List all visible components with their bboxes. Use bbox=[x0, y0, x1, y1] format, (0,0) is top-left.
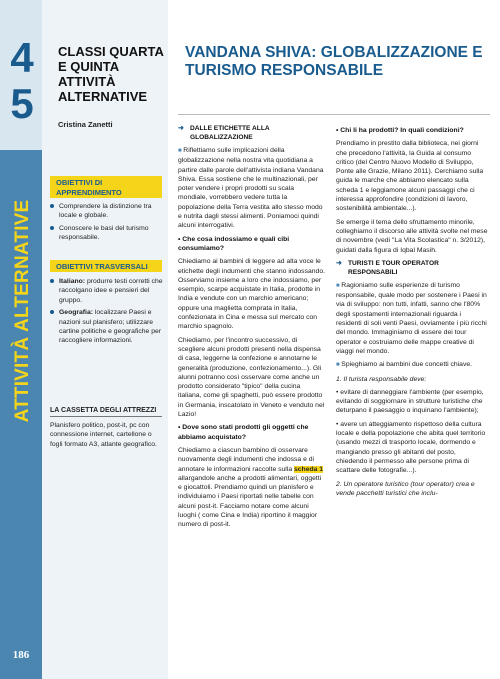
author-name: Cristina Zanetti bbox=[58, 120, 113, 129]
vertical-section-title bbox=[8, 176, 38, 446]
transversal-objectives-list bbox=[50, 277, 165, 349]
worksheet-highlight: scheda 1 bbox=[294, 465, 324, 473]
unit-title: CLASSI QUARTA E QUINTA ATTIVITÀ ALTERNATIVE bbox=[58, 44, 164, 104]
list-item: Comprendere la distinzione tra locale e globale. bbox=[50, 202, 165, 221]
page-number: 186 bbox=[12, 649, 30, 661]
section-heading-tourism: ➜ TURISTI E TOUR OPERATOR RESPONSABILI bbox=[336, 259, 488, 277]
title-divider bbox=[178, 114, 490, 115]
paragraph: Chiediamo ai bambini di leggere ad alta voce le etichette degli indumenti che stanno indossando. Osserviamo insieme a loro che indossiamo, per esempio, scarpe acquistate in Italia, prodotte in India e vendute con un marchio americano; oppure una maglietta comprata in Italia, confezionata in Cina e messa sul mercato con marchio spagnolo. bbox=[178, 258, 325, 331]
grade-number-top: 4 bbox=[10, 34, 34, 81]
paragraph: ■ Spieghiamo ai bambini due concetti chiave. bbox=[336, 360, 488, 370]
paragraph: ■ Ragioniamo sulle esperienze di turismo responsabile, quale modo per sostenere i Paesi in via di sviluppo: non tutti, infatti, sanno che l'80% degli spostamenti internazionali riguarda i residenti di soli venti Paesi, ovviamente i più ricchi del mondo. Immaginiamo di essere dei tour operator e costruiamo delle mappe creative di viaggi nel mondo. bbox=[336, 281, 488, 356]
section-heading-labels: ➜ DALLE ETICHETTE ALLA GLOBALIZZAZIONE bbox=[178, 124, 325, 142]
subject-label: Geografia: bbox=[59, 309, 93, 317]
paragraph: 1. Il turista responsabile deve: bbox=[336, 375, 427, 383]
learning-objectives-header: OBIETTIVI DI APPRENDIMENTO bbox=[50, 176, 162, 198]
learning-objectives-list bbox=[50, 202, 165, 246]
paragraph: Chiediamo a ciascun bambino di osservare nuovamente degli indumenti che indossa e di annotare le informazioni raccolte sulla scheda 1 allargandole anche a prodotti alimentari, oggetti e giocattoli. Prendiamo quindi un planisfero e individuiamo i Paesi riportati nelle tabelle con alcuni post-it. Facciamo notare come alcuni luoghi ( come Cina e India) riportino il maggior numero di post-it. bbox=[178, 446, 324, 529]
paragraph: 2. Un operatore turistico (tour operator) crea e vende pacchetti turistici che inclu- bbox=[336, 480, 475, 497]
question-heading: • Chi li ha prodotti? In quali condizioni? bbox=[336, 127, 464, 134]
toolbox-text: Planisfero politico, post-it, pc con connessione internet, cartellone o fogli formato A3, atlante geografico. bbox=[50, 422, 157, 448]
paragraph: Chiediamo, per l'incontro successivo, di scegliere alcuni prodotti presenti nella dispensa di casa, leggerne la confezione e annotarne le generalità (produzione, confezionamento...). Gli alunni potranno così osservare come anche un prodotto considerato "tipico" della cucina italiana, come gli spaghetti, può essere prodotto in Germania, inscatolato in Veneto e venduto nel Lazio! bbox=[178, 336, 325, 419]
question-heading: • Dove sono stati prodotti gli oggetti che abbiamo acquistato? bbox=[178, 424, 309, 441]
text-column-2 bbox=[336, 122, 488, 502]
list-item: Conoscere le basi del turismo responsabile. bbox=[50, 224, 165, 243]
toolbox-title: LA CASSETTA DEGLI ATTREZZI bbox=[50, 407, 162, 417]
text-column-1 bbox=[178, 122, 325, 534]
paragraph: Se emerge il tema dello sfruttamento minorile, colleghiamo il discorso alle attività svolte nel mese di novembre (vedi "La Vita Scolastica" n. 3/2012), guidati dalla figura di Iqbal Masih. bbox=[336, 218, 488, 254]
paragraph: ■ Riflettiamo sulle implicazioni della globalizzazione nella nostra vita quotidiana a partire dalle parole dell'attivista indiana Vandana Shiva. Essa sostiene che le multinazionali, per poter vendere i propri prodotti su scala mondiale, vorrebbero vedere tutta la popolazione della Terra vestita allo stesso modo e nutrita dagli stessi alimenti. Poniamoci quindi alcuni interrogativi. bbox=[178, 146, 325, 231]
vertical-title-text: ATTIVITÀ ALTERNATIVE bbox=[12, 199, 33, 423]
paragraph: • avere un atteggiamento rispettoso della cultura locale e della popolazione che abita quel territorio (usando mezzi di trasporto locale, dormendo e mangiando presso gli abitanti del posto, chiedendo il permesso alle persone prima di scattare delle fotografie...). bbox=[336, 420, 486, 475]
subject-text: localizzare Paesi e nazioni sul planisfero; utilizzare cartine politiche e geografiche per raccogliere informazioni. bbox=[59, 309, 162, 345]
article-title: VANDANA SHIVA: GLOBALIZZAZIONE E TURISMO RESPONSABILE bbox=[185, 44, 483, 79]
question-heading: • Che cosa indossiamo e quali cibi consumiamo? bbox=[178, 235, 290, 252]
grade-number-bottom: 5 bbox=[10, 80, 34, 127]
paragraph: • evitare di danneggiare l'ambiente (per esempio, evitando di soggiornare in strutture turistiche che deturpano il paesaggio o inquinano l'ambiente); bbox=[336, 388, 484, 415]
paragraph: Prendiamo in prestito dalla biblioteca, nei giorni che precedono l'attività, la Guida al consumo critico (del Centro Nuovo Modello di Sviluppo, Ponte alle Grazie, Milano 2011). Cerchiamo sulla guida le marche che abbiamo elencato sulla scheda 1 e leggiamone alcuni passaggi che ci interessa approfondire (condizioni di lavoro, sostenibilità ambientale...). bbox=[336, 140, 484, 213]
list-item bbox=[50, 308, 165, 346]
subject-text: produrre testi corretti che raccolgano idee e pensieri del gruppo. bbox=[59, 278, 163, 304]
list-item bbox=[50, 277, 165, 305]
subject-label: Italiano: bbox=[59, 278, 86, 285]
transversal-objectives-header: OBIETTIVI TRASVERSALI bbox=[50, 260, 162, 272]
